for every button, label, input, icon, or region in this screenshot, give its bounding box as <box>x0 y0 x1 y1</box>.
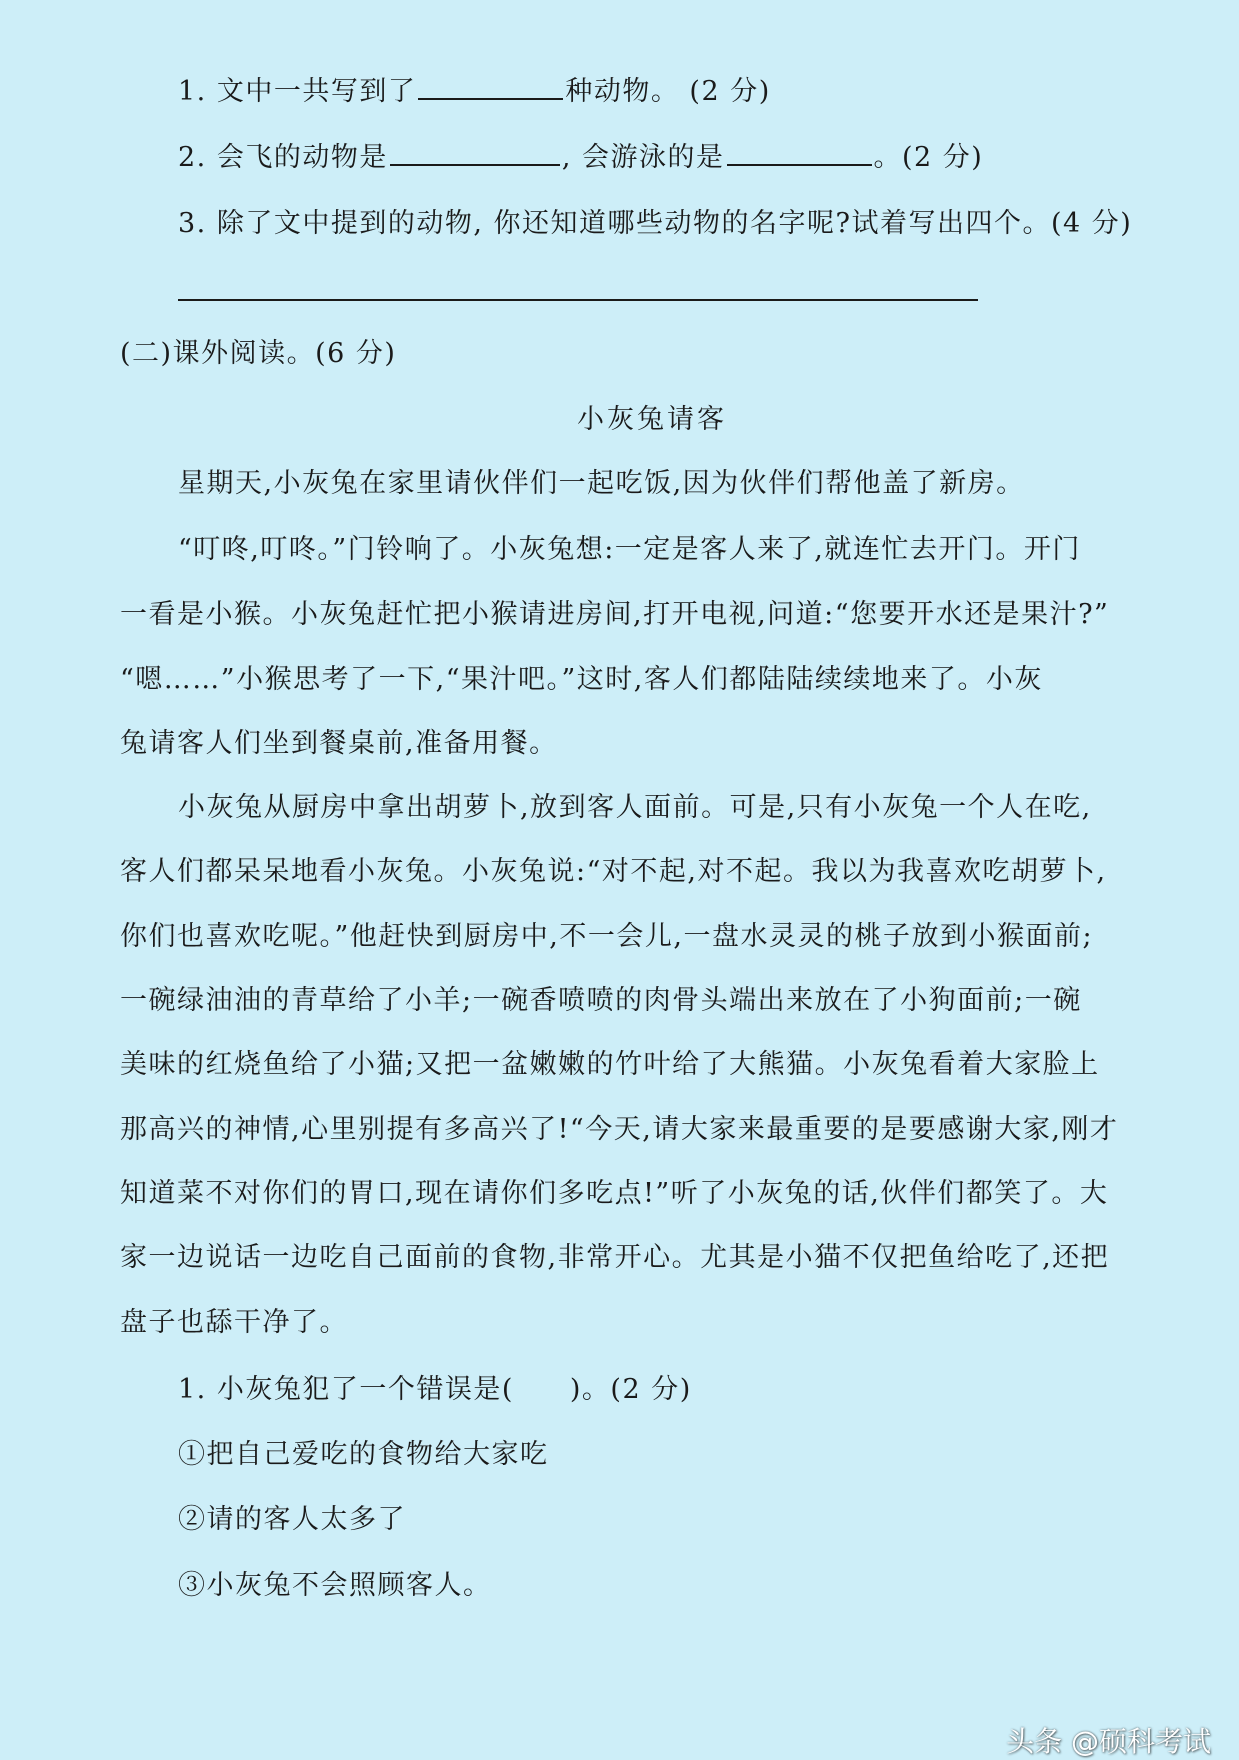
question-3: 3. 除了文中提到的动物, 你还知道哪些动物的名字呢?试着写出四个。(4 分) <box>178 208 1133 239</box>
passage-line: 知道菜不对你们的胃口,现在请你们多吃点!”听了小灰兔的话,伙伴们都笑了。大 <box>120 1178 1109 1209</box>
passage-line: 一碗绿油油的青草给了小羊;一碗香喷喷的肉骨头端出来放在了小狗面前;一碗 <box>120 985 1082 1016</box>
passage-line: 美味的红烧鱼给了小猫;又把一盆嫩嫩的竹叶给了大熊猫。小灰兔看着大家脸上 <box>120 1049 1100 1080</box>
option-2: ②请的客人太多了 <box>178 1504 406 1535</box>
passage-line: 盘子也舔干净了。 <box>120 1307 348 1338</box>
passage-title: 小灰兔请客 <box>577 404 727 435</box>
passage-line: 那高兴的神情,心里别提有多高兴了!“今天,请大家来最重要的是要感谢大家,刚才 <box>120 1114 1119 1145</box>
passage-line: 小灰兔从厨房中拿出胡萝卜,放到客人面前。可是,只有小灰兔一个人在吃, <box>178 792 1092 823</box>
option-3: ③小灰兔不会照顾客人。 <box>178 1570 492 1601</box>
passage-line: 星期天,小灰兔在家里请伙伴们一起吃饭,因为伙伴们帮他盖了新房。 <box>178 468 1025 499</box>
answer-blank-2b[interactable] <box>727 138 872 166</box>
passage-line: 家一边说话一边吃自己面前的食物,非常开心。尤其是小猫不仅把鱼给吃了,还把 <box>120 1242 1110 1273</box>
answer-blank-1[interactable] <box>418 72 563 100</box>
question-1: 1. 文中一共写到了 种动物。 (2 分) <box>178 72 771 112</box>
passage-line: “嗯……”小猴思考了一下,“果汁吧。”这时,客人们都陆陆续续地来了。小灰 <box>120 664 1043 695</box>
passage-line: 兔请客人们坐到餐桌前,准备用餐。 <box>120 728 558 759</box>
passage-line: 你们也喜欢吃呢。”他赶快到厨房中,不一会儿,一盘水灵灵的桃子放到小猴面前; <box>120 921 1094 952</box>
passage-line: 客人们都呆呆地看小灰兔。小灰兔说:“对不起,对不起。我以为我喜欢吃胡萝卜, <box>120 856 1107 887</box>
answer-blank-2a[interactable] <box>390 138 560 166</box>
answer-line-3[interactable] <box>178 299 978 301</box>
passage-line: “叮咚,叮咚。”门铃响了。小灰兔想:一定是客人来了,就连忙去开门。开门 <box>178 534 1081 565</box>
option-1: ①把自己爱吃的食物给大家吃 <box>178 1439 549 1470</box>
question-2: 2. 会飞的动物是 , 会游泳的是 。(2 分) <box>178 138 983 178</box>
watermark: 头条 @硕科考试 <box>1006 1725 1211 1758</box>
section-heading: (二)课外阅读。(6 分) <box>120 338 397 369</box>
passage-line: 一看是小猴。小灰兔赶忙把小猴请进房间,打开电视,问道:“您要开水还是果汁?” <box>120 599 1110 630</box>
reading-question-1: 1. 小灰兔犯了一个错误是( )。(2 分) <box>178 1374 692 1405</box>
